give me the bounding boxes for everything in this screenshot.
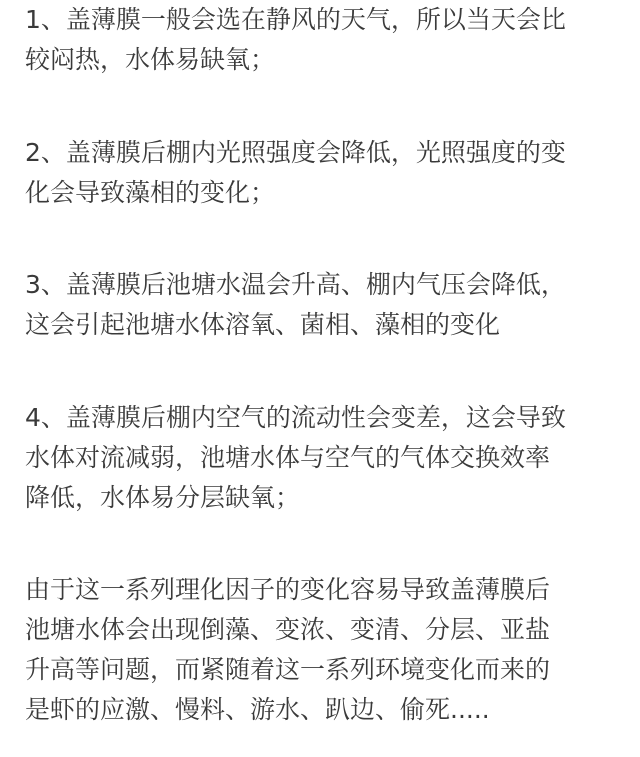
text-line: 是虾的应激、慢料、游水、趴边、偷死.....: [25, 695, 490, 724]
paragraph-5: [25, 570, 630, 730]
paragraph-2: [25, 133, 630, 213]
text-line: 化会导致藻相的变化；: [25, 178, 276, 207]
paragraph-4: [25, 398, 630, 518]
paragraph-3: [25, 265, 630, 345]
text-line: 池塘水体会出现倒藻、变浓、变清、分层、亚盐: [25, 615, 551, 644]
text-line: 2、盖薄膜后棚内光照强度会降低，光照强度的变: [25, 138, 566, 167]
text-line: 降低，水体易分层缺氧；: [25, 483, 301, 512]
text-line: 1、盖薄膜一般会选在静风的天气，所以当天会比: [25, 5, 566, 34]
text-line: 这会引起池塘水体溶氧、菌相、藻相的变化: [25, 310, 501, 339]
text-line: 水体对流减弱，池塘水体与空气的气体交换效率: [25, 443, 551, 472]
text-line: 由于这一系列理化因子的变化容易导致盖薄膜后: [25, 575, 551, 604]
paragraph-1: [25, 0, 630, 80]
text-line: 3、盖薄膜后池塘水温会升高、棚内气压会降低，: [25, 270, 566, 299]
text-line: 4、盖薄膜后棚内空气的流动性会变差，这会导致: [25, 403, 566, 432]
text-line: 升高等问题，而紧随着这一系列环境变化而来的: [25, 655, 551, 684]
text-line: 较闷热，水体易缺氧；: [25, 45, 276, 74]
